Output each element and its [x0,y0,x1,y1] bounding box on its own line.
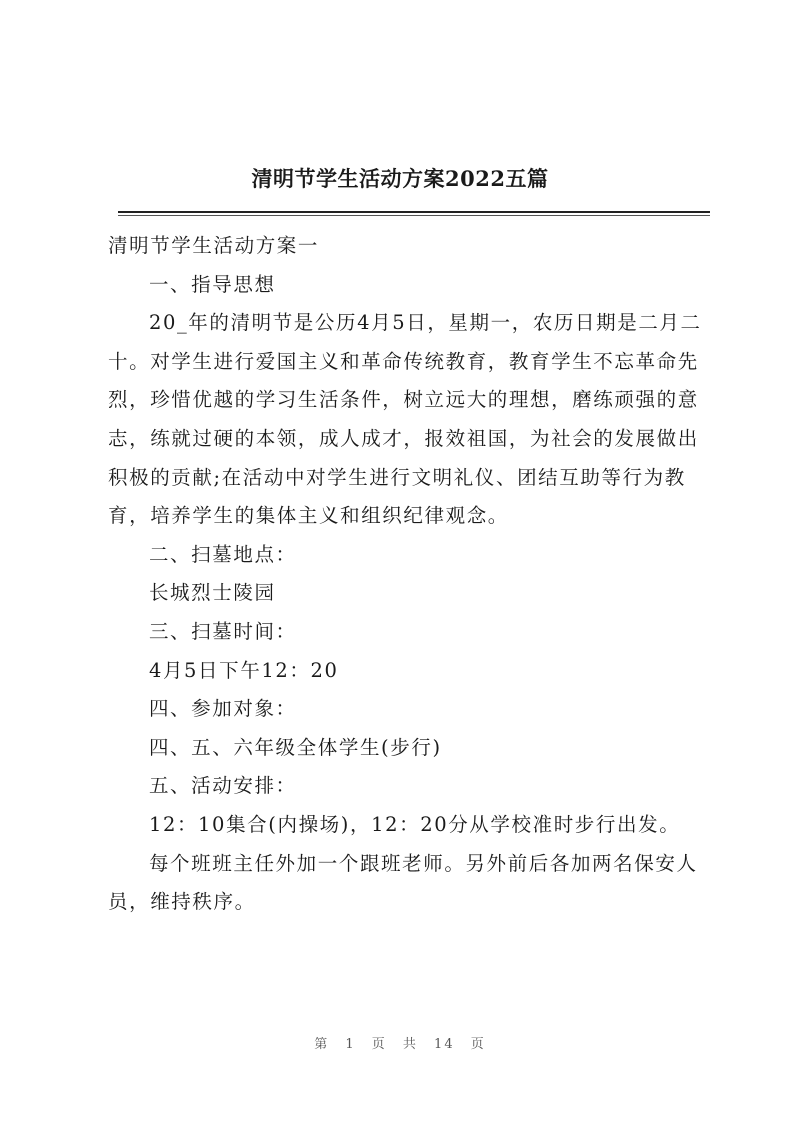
section-heading: 清明节学生活动方案一 [108,234,320,257]
paragraph-arrangement-schedule: 12：10集合(内操场)，12：20分从学校准时步行出发。 [148,812,681,836]
paragraph-time-heading: 三、扫墓时间： [148,619,297,643]
paragraph-time-value: 4月5日下午12：20 [148,658,339,682]
paragraph-location-heading: 二、扫墓地点： [148,542,297,566]
paragraph-location-value: 长城烈士陵园 [148,581,276,605]
paragraph-guiding-body: 20_年的清明节是公历4月5日，星期一，农历日期是二月二十。对学生进行爱国主义和革命传统教育，教育学生不忘革命先烈，珍惜优越的学习生活条件，树立远大的理想，磨练顽强的意志，练就过硬的本领，成人成才，报效祖国，为社会的发展做出积极的贡献;在活动中对学生进行文明礼仪、团结互助等行为教育，培养学生的集体主义和组织纪律观念。 [108,311,702,528]
paragraph-arrangement-staff: 每个班班主任外加一个跟班老师。另外前后各加两名保安人员，维持秩序。 [108,851,698,914]
paragraph-arrangement-heading: 五、活动安排： [148,774,297,798]
document-title: 清明节学生活动方案2022五篇 [251,166,549,191]
paragraph-participants-value: 四、五、六年级全体学生(步行) [148,735,442,759]
title-divider-thin [118,215,710,216]
paragraph-guiding-heading: 一、指导思想 [148,272,276,296]
page-number-footer: 第 1 页 共 14 页 [314,1037,486,1052]
document-body [108,227,708,922]
paragraph-participants-heading: 四、参加对象： [148,697,297,721]
title-divider [118,211,710,213]
